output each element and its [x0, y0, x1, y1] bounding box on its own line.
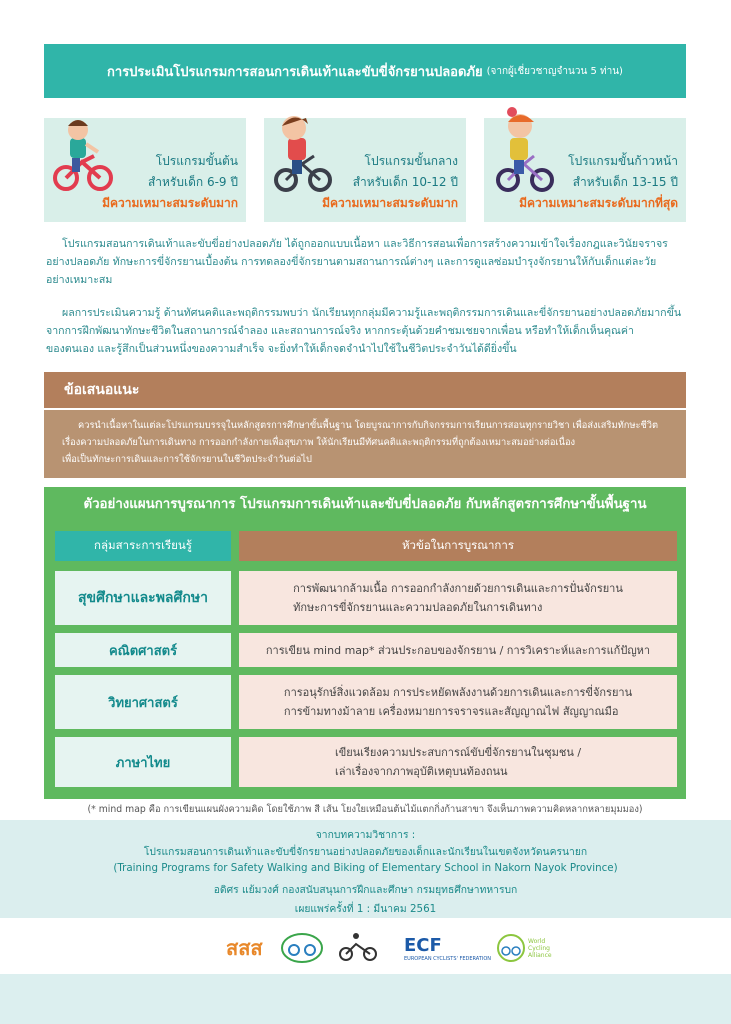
reference-line: เผยแพร่ครั้งที่ 1 : มีนาคม 2561: [294, 903, 437, 915]
topic-cell: [239, 633, 677, 667]
card-level: โปรแกรมขั้นกลาง: [364, 154, 458, 168]
program-card-basic: [44, 118, 246, 222]
child-cyclist-illustration: [268, 106, 338, 192]
suggestion-line: ควรนำเนื้อหาในแต่ละโปรแกรมบรรจุในหลักสูตรการศึกษาขั้นพื้นฐาน โดยบูรณาการกับกิจกรรมการเรียนการสอนทุกรายวิชา เพื่อส่งเสริมทักษะชีวิต: [78, 420, 659, 431]
results-paragraph: [46, 304, 686, 358]
program-card-intermediate: [264, 118, 466, 222]
paragraph-line: ของตนเอง และรู้สึกเป็นส่วนหนึ่งของความสำเร็จ จะยิ่งทำให้เด็กจดจำนำไปใช้ในชีวิตประจำวันได้ดียิ่งขึ้น: [46, 343, 517, 355]
paragraph-line: อย่างปลอดภัย ทักษะการขี่จักรยานเบื้องต้น การทดลองขี่จักรยานตามสถานการณ์ต่างๆ และการดูแลซ่อมบำรุงจักรยานให้กับเด็กแต่ละวัย: [46, 256, 657, 268]
card-level: โปรแกรมขั้นต้น: [155, 154, 238, 168]
child-cyclist-illustration: [50, 114, 120, 192]
topic-line: เล่าเรื่องจากภาพอุบัติเหตุบนท้องถนน: [334, 765, 508, 778]
reference-line: (Training Programs for Safety Walking and Biking of Elementary School in Nakorn Nayok Province): [113, 862, 618, 874]
subject-health-pe: สุขศึกษาและพลศึกษา: [55, 571, 231, 625]
topic-cell: [239, 571, 677, 625]
card-age: สำหรับเด็ก 10-12 ปี: [352, 175, 458, 189]
program-card-advanced: [484, 118, 686, 222]
paragraph-line: โปรแกรมสอนการเดินเท้าและขับขี่อย่างปลอดภัย ได้ถูกออกแบบเนื้อหา และวิธีการสอนเพื่อการสร้างความเข้าใจเรื่องกฎและวินัยจราจร: [62, 238, 668, 250]
plan-title: ตัวอย่างแผนการบูรณาการ โปรแกรมการเดินเท้าและขับขี่ปลอดภัย กับหลักสูตรการศึกษาขั้นพื้นฐาน: [83, 497, 647, 512]
intro-paragraph: [46, 235, 686, 289]
card-rating: มีความเหมาะสมระดับมาก: [102, 196, 238, 210]
card-age: สำหรับเด็ก 13-15 ปี: [572, 175, 678, 189]
subject-thai: ภาษาไทย: [55, 737, 231, 787]
topic-line: การข้ามทางม้าลาย เครื่องหมายการจราจรและสัญญาณไฟ สัญญาณมือ: [283, 705, 619, 718]
child-cyclist-illustration: [492, 104, 562, 192]
paragraph-line: จากการฝึกพัฒนาทักษะชีวิตในสถานการณ์จำลอง และสถานการณ์จริง หากกระตุ้นด้วยคำชมเชยจากเพื่อน หรือทำให้เด็กเห็นคุณค่า: [46, 325, 634, 337]
reference-line: โปรแกรมสอนการเดินเท้าและขับขี่จักรยานอย่างปลอดภัยของเด็กและนักเรียนในเขตจังหวัดนครนายก: [143, 846, 588, 858]
topic-line: เขียนเรียงความประสบการณ์ขับขี่จักรยานในชุมชน /: [334, 746, 582, 759]
column-header-subject: กลุ่มสาระการเรียนรู้: [55, 531, 231, 561]
partner-logo-1: [280, 930, 324, 966]
bottom-band: [0, 974, 731, 1024]
reference-line: อดิศร แย้มวงศ์ กองสนับสนุนการฝึกและศึกษา กรมยุทธศึกษาทหารบก: [213, 884, 518, 896]
partner-logo-2: [334, 930, 384, 966]
topic-cell: [239, 737, 677, 787]
suggestion-line: เพื่อเป็นทักษะการเดินและการใช้จักรยานในชีวิตประจำวันต่อไป: [62, 454, 312, 465]
title-banner: [44, 44, 686, 98]
paragraph-line: ผลการประเมินความรู้ ด้านทัศนคติและพฤติกรรมพบว่า นักเรียนทุกกลุ่มมีความรู้และพฤติกรรมการเดินและขี่จักรยานอย่างปลอดภัยมากขึ้น: [62, 307, 682, 319]
topic-cell: [239, 675, 677, 729]
paragraph-line: อย่างเหมาะสม: [46, 274, 113, 286]
ecf-logo: ECF EUROPEAN CYCLISTS' FEDERATION: [404, 934, 492, 962]
reference-line: จากบทความวิชาการ :: [315, 829, 416, 841]
banner-note: (จากผู้เชี่ยวชาญจำนวน 5 ท่าน): [486, 65, 623, 77]
column-header-topic: หัวข้อในการบูรณาการ: [239, 531, 677, 561]
topic-line: การอนุรักษ์สิ่งแวดล้อม การประหยัดพลังงานด้วยการเดินและการขี่จักรยาน: [283, 686, 633, 699]
thaihealth-logo: สสส: [226, 936, 263, 960]
topic-line: ทักษะการขี่จักรยานและความปลอดภัยในการเดินทาง: [293, 601, 543, 614]
card-level: โปรแกรมขั้นก้าวหน้า: [568, 154, 678, 168]
mindmap-footnote: (* mind map คือ การเขียนแผนผังความคิด โดยใช้ภาพ สี เส้น โยงใยเหมือนต้นไม้แตกกิ่งก้านสาขา จึงเห็นภาพความคิดหลากหลายมุมมอง): [87, 804, 643, 815]
subject-science: วิทยาศาสตร์: [55, 675, 231, 729]
world-cycling-alliance-logo: World Cycling Alliance: [496, 930, 552, 966]
card-rating: มีความเหมาะสมระดับมาก: [322, 196, 458, 210]
banner-title: การประเมินโปรแกรมการสอนการเดินเท้าและขับขี่จักรยานปลอดภัย: [107, 64, 483, 80]
subject-math: คณิตศาสตร์: [55, 633, 231, 667]
suggestion-heading: ข้อเสนอแนะ: [44, 372, 686, 408]
suggestion-body: [44, 410, 686, 478]
card-age: สำหรับเด็ก 6-9 ปี: [147, 175, 238, 189]
topic-line: การเขียน mind map* ส่วนประกอบของจักรยาน / การวิเคราะห์และการแก้ปัญหา: [265, 643, 651, 657]
topic-line: การพัฒนากล้ามเนื้อ การออกกำลังกายด้วยการเดินและการปั่นจักรยาน: [293, 582, 623, 595]
card-rating: มีความเหมาะสมระดับมากที่สุด: [519, 196, 678, 210]
suggestion-line: เรื่องความปลอดภัยในการเดินทาง การออกกำลังกายเพื่อสุขภาพ ให้นักเรียนมีทัศนคติและพฤติกรรมที่ถูกต้องเหมาะสมอย่างต่อเนื่อง: [62, 437, 576, 448]
